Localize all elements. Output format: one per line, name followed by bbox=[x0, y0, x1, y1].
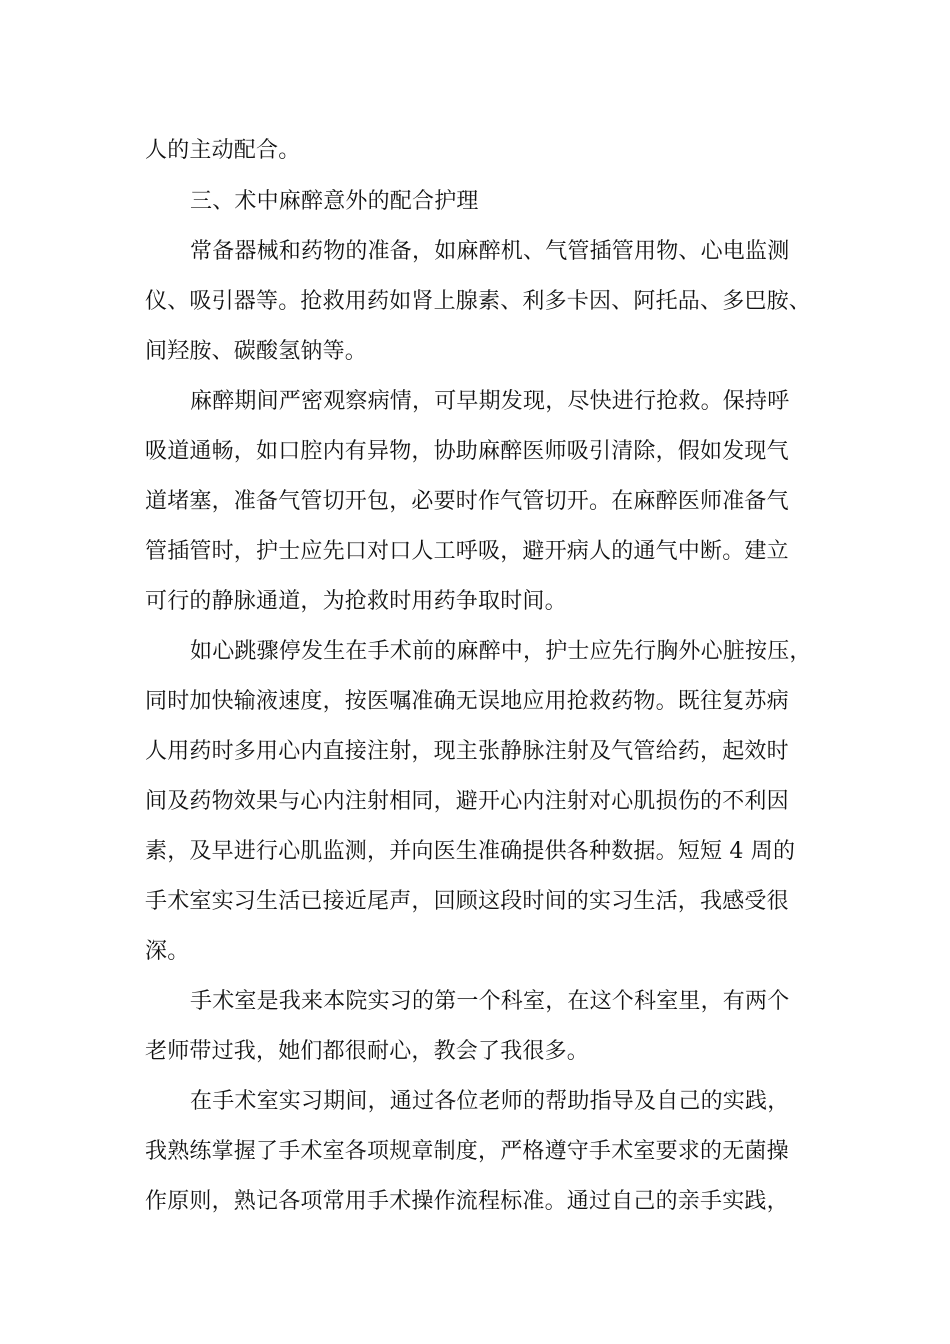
text-line: 管插管时，护士应先口对口人工呼吸，避开病人的通气中断。建立 bbox=[145, 539, 789, 564]
text-line: 手术室实习生活已接近尾声，回顾这段时间的实习生活，我感受很 bbox=[145, 889, 789, 914]
text-line: 人的主动配合。 bbox=[145, 138, 301, 163]
text-line: 仪、吸引器等。抢救用药如肾上腺素、利多卡因、阿托品、多巴胺、 bbox=[145, 289, 812, 314]
text-line: 人用药时多用心内直接注射，现主张静脉注射及气管给药，起效时 bbox=[145, 739, 789, 764]
text-line: 常备器械和药物的准备，如麻醉机、气管插管用物、心电监测 bbox=[190, 239, 790, 264]
text-line: 如心跳骤停发生在手术前的麻醉中，护士应先行胸外心脏按压， bbox=[190, 639, 812, 664]
text-line: 道堵塞，准备气管切开包，必要时作气管切开。在麻醉医师准备气 bbox=[145, 489, 789, 514]
text-line: 间羟胺、碳酸氢钠等。 bbox=[145, 339, 368, 364]
text-line: 麻醉期间严密观察病情，可早期发现，尽快进行抢救。保持呼 bbox=[190, 389, 790, 414]
text-line: 作原则，熟记各项常用手术操作流程标准。通过自己的亲手实践， bbox=[145, 1189, 789, 1214]
text-line: 素，及早进行心肌监测，并向医生准确提供各种数据。短短 4 周的 bbox=[145, 839, 796, 864]
text-line: 深。 bbox=[145, 939, 190, 964]
text-line: 间及药物效果与心内注射相同，避开心内注射对心肌损伤的不利因 bbox=[145, 789, 789, 814]
text-line: 在手术室实习期间，通过各位老师的帮助指导及自己的实践， bbox=[190, 1089, 790, 1114]
text-line: 同时加快输液速度，按医嘱准确无误地应用抢救药物。既往复苏病 bbox=[145, 689, 789, 714]
text-line: 我熟练掌握了手术室各项规章制度，严格遵守手术室要求的无菌操 bbox=[145, 1139, 789, 1164]
text-line: 吸道通畅，如口腔内有异物，协助麻醉医师吸引清除，假如发现气 bbox=[145, 439, 789, 464]
section-heading: 三、术中麻醉意外的配合护理 bbox=[190, 189, 479, 214]
text-line: 可行的静脉通道，为抢救时用药争取时间。 bbox=[145, 589, 567, 614]
text-line: 手术室是我来本院实习的第一个科室，在这个科室里，有两个 bbox=[190, 989, 790, 1014]
text-line: 老师带过我，她们都很耐心，教会了我很多。 bbox=[145, 1039, 590, 1064]
